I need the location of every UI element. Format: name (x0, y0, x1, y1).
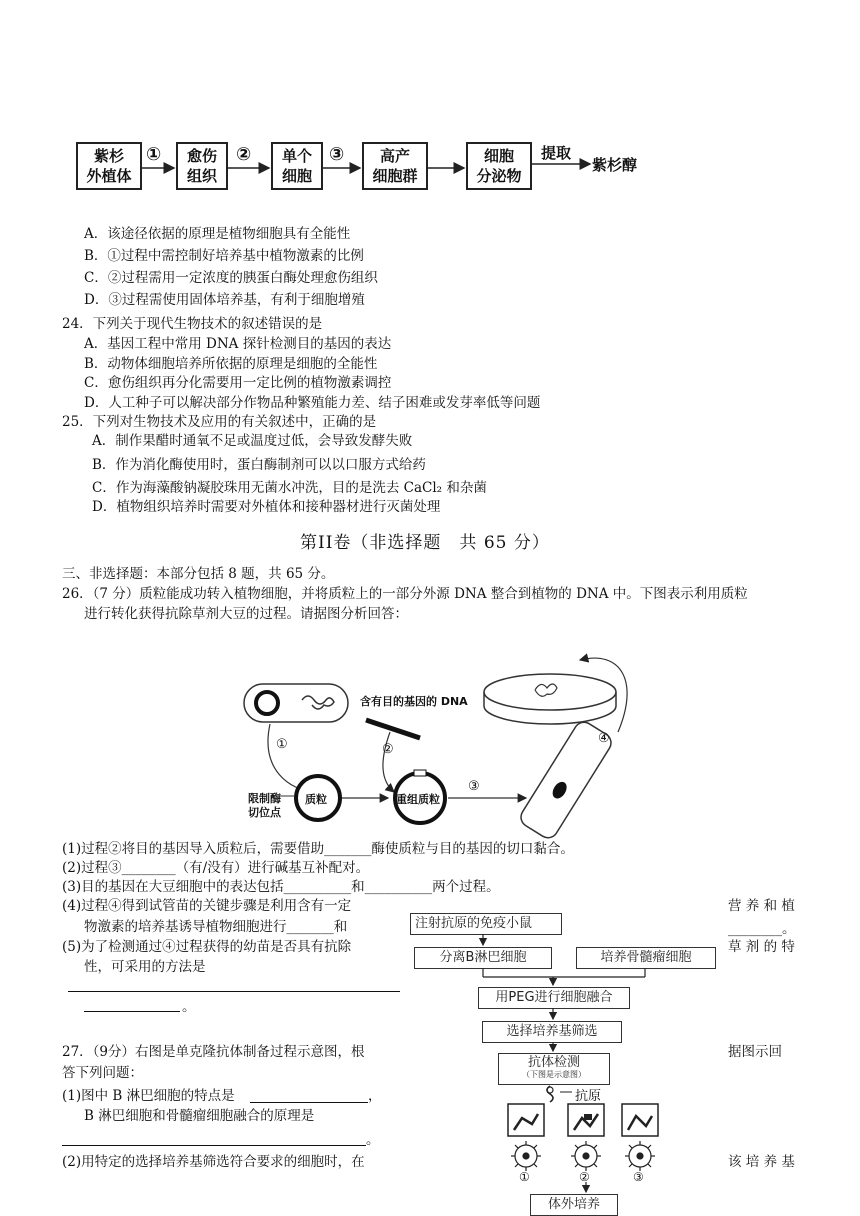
q27-answer-line-2[interactable] (62, 1145, 366, 1146)
q23-option-a: A．该途径依据的原理是植物细胞具有全能性 (84, 226, 351, 242)
q26-sub-1: (1)过程②将目的基因导入质粒后，需要借助_______酶使质粒与目的基因的切口黏合。 (62, 841, 574, 857)
q23-option-d: D．③过程需使用固体培养基，有利于细胞增殖 (84, 292, 365, 308)
flow-product-label: 紫杉醇 (592, 156, 638, 174)
mab-fusion-box: 用PEG进行细胞融合 (478, 987, 630, 1009)
q25-option-a: A．制作果醋时通氧不足或温度过低，会导致发酵失败 (92, 433, 413, 449)
q24-option-c: C．愈伤组织再分化需要用一定比例的植物激素调控 (84, 375, 392, 391)
q24-option-b: B．动物体细胞培养所依据的原理是细胞的全能性 (84, 356, 378, 372)
q27-sub-1-end: 。 (366, 1132, 380, 1148)
q23-option-b: B．①过程中需控制好培养基中植物激素的比例 (84, 248, 364, 264)
q27-stem-line1: 27．（9分）右图是单克隆抗体制备过程示意图，根 (62, 1044, 365, 1060)
q26-answer-line-2[interactable] (84, 1011, 180, 1012)
flow-step-3: ③ (329, 144, 345, 165)
q27-stem-right1: 据图示回 (728, 1044, 782, 1060)
flow-box-callus: 愈伤 组织 (176, 142, 228, 190)
mab-cell-label-1: ① (519, 1170, 530, 1184)
q26-stem-line1: 26．（7 分）质粒能成功转入植物细胞，并将质粒上的一部分外源 DNA 整合到植物的 DNA 中。下图表示利用质粒 (62, 586, 748, 602)
q26-sub-4-line2: 物激素的培养基诱导植物细胞进行_______和 (84, 919, 348, 935)
enzyme-site-label-1: 限制酶 (248, 792, 281, 805)
plasmid-label: 质粒 (305, 793, 327, 806)
mab-detect-note: （下图是示意图） (522, 1070, 586, 1079)
section-3-intro: 三、非选择题：本部分包括 8 题，共 65 分。 (62, 566, 335, 582)
recombinant-label: 重组质粒 (396, 793, 440, 806)
q25-option-b: B．作为消化酶使用时，蛋白酶制剂可以以口服方式给药 (92, 457, 426, 473)
q24-option-d: D．人工种子可以解决部分作物品种繁殖能力差、结子困难或发芽率低等问题 (84, 395, 541, 411)
mab-culture-box: 体外培养 (530, 1194, 618, 1216)
q25-option-d: D．植物组织培养时需要对外植体和接种器材进行灭菌处理 (92, 499, 441, 515)
flow-arrows (0, 0, 860, 200)
mab-well-2 (568, 1104, 604, 1136)
q27-stem-line2: 答下列问题： (62, 1065, 143, 1081)
q27-sub-1-line2: B 淋巴细胞和骨髓瘤细胞融合的原理是 (84, 1108, 315, 1124)
mab-detect-label: 抗体检测 (527, 1055, 580, 1070)
q27-sub-2-right1: 该 培 养 基 (728, 1154, 795, 1170)
mab-myeloma-box: 培养骨髓瘤细胞 (576, 947, 716, 969)
dna-fragment (366, 720, 420, 738)
flow-box-single-cell: 单个 细胞 (271, 142, 323, 190)
diagram-step-3: ③ (468, 779, 480, 794)
flow-box-explant: 紫杉 外植体 (76, 142, 142, 190)
dna-label: 含有目的基因的 DNA (360, 695, 468, 708)
flow-step-1: ① (146, 144, 162, 165)
q26-stem-line2: 进行转化获得抗除草剂大豆的过程。请据图分析回答： (84, 606, 408, 622)
flow-box-high-yield: 高产 细胞群 (362, 142, 428, 190)
mab-mouse-box: 注射抗原的免疫小鼠 (410, 913, 562, 935)
q23-option-c: C．②过程需用一定浓度的胰蛋白酶处理愈伤组织 (84, 270, 378, 286)
mab-arrows-and-cells (400, 900, 730, 1216)
mab-well-1 (508, 1104, 544, 1136)
diagram-step-4: ④ (598, 731, 610, 746)
enzyme-site-label-2: 切位点 (248, 806, 281, 819)
petri-dish (484, 674, 616, 710)
q26-sub-4-right2: ________。 (728, 921, 796, 937)
flow-box-secretion: 细胞 分泌物 (466, 142, 532, 190)
q26-sub-4-right1: 营 养 和 植 (728, 898, 795, 914)
mab-well-3 (622, 1104, 658, 1136)
mab-antigen-label: 抗原 (575, 1089, 602, 1104)
diagram-step-1: ① (276, 737, 288, 752)
mab-cell-2 (571, 1141, 601, 1171)
diagram-step-2: ② (382, 742, 394, 757)
q24-stem: 24．下列关于现代生物技术的叙述错误的是 (62, 316, 323, 332)
q26-sub-3: (3)目的基因在大豆细胞中的表达包括__________和__________两个过程。 (62, 879, 500, 895)
q26-sub-5-line1: (5)为了检测通过④过程获得的幼苗是否具有抗除 (62, 939, 352, 955)
section-2-title: 第II卷（非选择题 共 65 分） (300, 533, 550, 553)
q27-sub-1-comma: ， (368, 1088, 382, 1104)
q27-sub-2-line1: (2)用特定的选择培养基筛选符合要求的细胞时，在 (62, 1154, 365, 1170)
q26-sub-5-end: 。 (182, 999, 196, 1015)
q26-sub-4-line1: (4)过程④得到试管苗的关键步骤是利用含有一定 (62, 898, 352, 914)
q24-option-a: A．基因工程中常用 DNA 探针检测目的基因的表达 (84, 336, 392, 352)
q26-sub-2: (2)过程③________（有/没有）进行碱基互补配对。 (62, 860, 370, 876)
q26-sub-5-line2: 性，可采用的方法是 (84, 959, 206, 975)
mab-cell-label-2: ② (579, 1170, 590, 1184)
flow-extract-label: 提取 (541, 144, 572, 162)
mab-select-box: 选择培养基筛选 (482, 1021, 622, 1043)
q25-stem: 25．下列对生物技术及应用的有关叙述中，正确的是 (62, 414, 377, 430)
q27-answer-line-1[interactable] (250, 1102, 368, 1103)
mab-bcell-box: 分离B淋巴细胞 (414, 947, 552, 969)
q26-answer-line-1[interactable] (68, 991, 400, 992)
mab-cell-3 (625, 1141, 655, 1171)
q26-sub-5-right1: 草 剂 的 特 (728, 939, 795, 955)
q27-sub-1-line1: (1)图中 B 淋巴细胞的特点是 (62, 1088, 235, 1104)
plasmid-transformation-diagram (230, 640, 650, 840)
q25-option-c: C．作为海藻酸钠凝胶珠用无菌水冲洗，目的是洗去 CaCl₂ 和杂菌 (92, 480, 487, 496)
flow-step-2: ② (236, 144, 252, 165)
mab-cell-1 (511, 1141, 541, 1171)
mab-cell-label-3: ③ (633, 1170, 644, 1184)
